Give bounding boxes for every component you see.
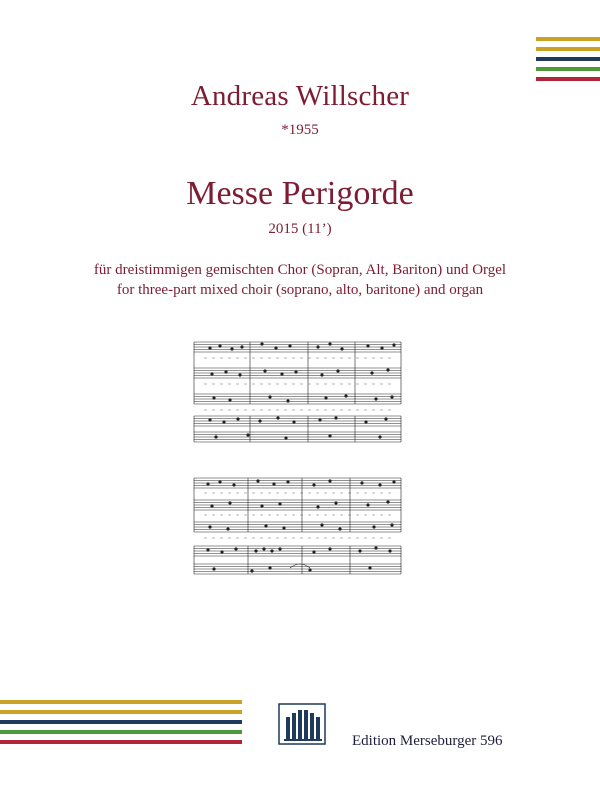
work-year-duration: 2015 (11’) <box>268 221 332 237</box>
stripes-bottom <box>0 700 242 750</box>
stripe <box>0 710 242 714</box>
stripe <box>536 47 600 51</box>
score-excerpt-1 <box>190 334 405 446</box>
subtitle-german: für dreistimmigen gemischten Chor (Sopran, Alt, Bariton) und Orgel <box>93 262 507 278</box>
publisher-name: Edition Merseburger 596 <box>352 733 503 749</box>
score-excerpt-2 <box>190 472 405 578</box>
composer-name: Andreas Willscher <box>190 80 410 112</box>
stripe <box>536 37 600 41</box>
stripe <box>0 720 242 724</box>
subtitle-english: for three-part mixed choir (soprano, alto, baritone) and organ <box>116 282 484 298</box>
composer-years: *1955 <box>281 122 319 138</box>
stripe <box>536 67 600 71</box>
stripe <box>536 57 600 61</box>
work-title: Messe Perigorde <box>186 175 414 212</box>
publisher-logo <box>278 703 326 745</box>
stripe <box>0 730 242 734</box>
stripe <box>0 700 242 704</box>
stripe <box>0 740 242 744</box>
